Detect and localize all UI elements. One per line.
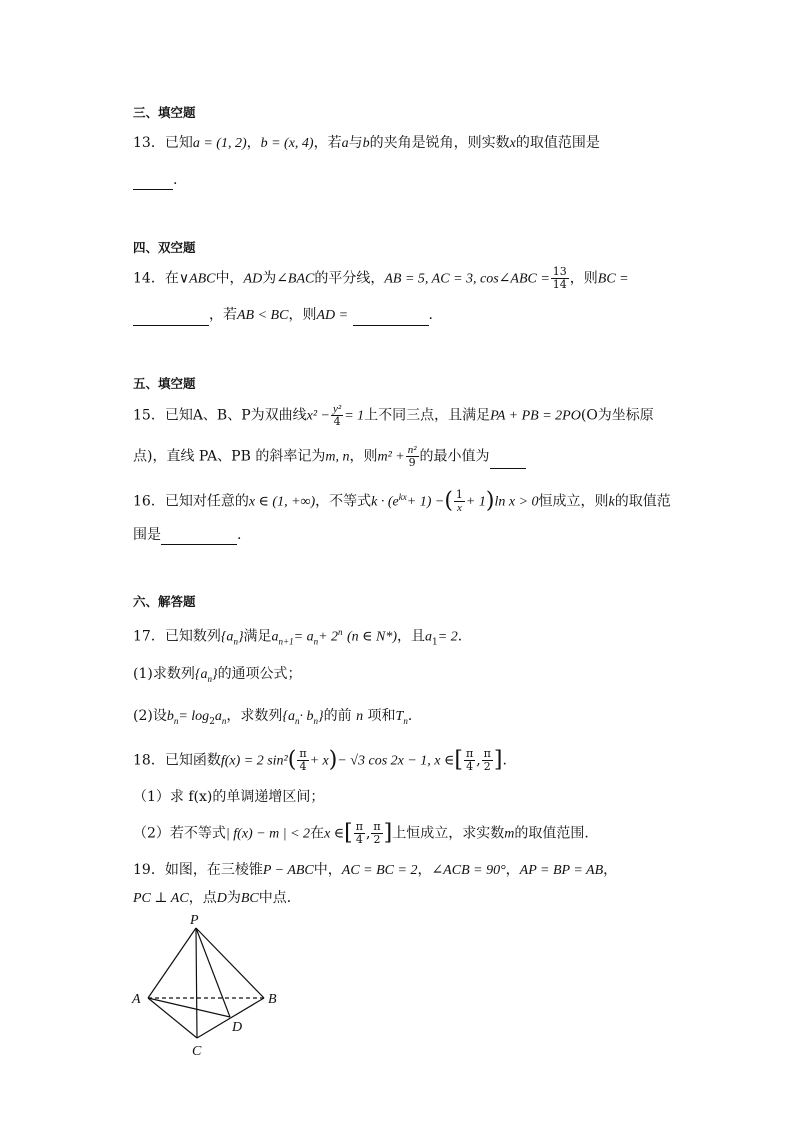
- q16-answer-blank[interactable]: [161, 530, 237, 545]
- q18-bracket-left: [: [454, 747, 463, 773]
- section-heading-5: 五、填空题: [133, 376, 196, 391]
- q17-part2-seq-end: }: [318, 709, 324, 724]
- q15-frac-den: 4: [333, 415, 341, 428]
- q15-fraction: [331, 403, 343, 428]
- q15-x2: x² −: [306, 408, 330, 424]
- q17-rec2: = a: [293, 629, 314, 645]
- label-a: A: [132, 992, 141, 1007]
- q17-part2-n: n: [356, 709, 364, 724]
- q17-part2-a: a: [214, 709, 222, 724]
- q17-part1-seq: [195, 667, 218, 682]
- q18-interval-lower: [464, 748, 475, 773]
- q14-fraction: [551, 266, 569, 291]
- question-18-part-2: （2）若不等式| f(x) − m | < 2在x ∈[ $\frac{\pi}{4}$ , $\frac{\pi}{2}$ ]上恒成立，求实数m的取值范围.: [133, 820, 589, 846]
- section-heading-3: 三、填空题: [133, 105, 196, 120]
- q16-paren-right: ): [485, 488, 495, 514]
- edge-pa: [148, 928, 196, 998]
- q13-text-3: 的夹角是锐角，则实数: [369, 135, 510, 151]
- q16-text-4: 围是: [133, 527, 161, 543]
- q13-vector-b: b = (x, 4): [260, 136, 314, 151]
- q17-part1-text-2: 的通项公式；: [217, 666, 302, 682]
- q17-part2-tsub: n: [403, 715, 408, 726]
- q17-init-sub: 1: [432, 637, 438, 648]
- q14-condition: AB = 5, AC = 3, cos∠ABC =: [384, 271, 550, 287]
- q19-cond-2: ∠ACB = 90°: [431, 863, 506, 878]
- q14-text-6: ，则: [288, 307, 317, 323]
- q13-b: b: [362, 136, 370, 151]
- q17-text-2: ，且: [397, 628, 426, 645]
- q18-end: .: [502, 752, 507, 769]
- q17-part2-asub: n: [221, 715, 227, 726]
- q15-frac2-den: 9: [408, 456, 416, 469]
- question-16-line-2: [133, 525, 241, 545]
- q17-init2: = 2: [437, 629, 458, 645]
- q18-iv-num2: π: [483, 747, 491, 760]
- q18-bracket-right: ]: [493, 747, 503, 773]
- q15-text-4: ，则: [349, 448, 378, 465]
- q16-exponent: kx: [398, 492, 407, 502]
- q17-part2-seq-asub: n: [295, 715, 300, 726]
- q15-frac-num: y²: [333, 403, 342, 415]
- q18-part2-text-3: 上恒成立，求实数: [392, 825, 505, 842]
- q18-fraction: [297, 748, 308, 773]
- q14-text-3: 的平分线，: [314, 270, 385, 287]
- label-p: P: [190, 913, 199, 928]
- section-heading-4: 四、双空题: [133, 240, 196, 255]
- question-15-line-1: [133, 403, 654, 428]
- q15-text-1: 上不同三点，且满足: [364, 407, 491, 424]
- q17-init: a: [425, 629, 433, 645]
- q18-frac-num: π: [299, 747, 307, 760]
- q18-part2-ineq: | f(x) − m | < 2: [225, 826, 311, 842]
- q14-text-2: 为: [262, 270, 277, 287]
- question-17-line-1: [133, 622, 472, 652]
- q19-text-2: ，点: [188, 890, 217, 906]
- q17-part2-bsub: n: [173, 715, 179, 726]
- q17-part2-log-base: 2: [209, 716, 215, 727]
- q18-number: 18．已知函数: [133, 752, 221, 769]
- question-19-line-2: [133, 888, 301, 909]
- q18-part2-bracket-right: ]: [383, 820, 393, 846]
- q17-part2-text-2: ，求数列: [226, 708, 283, 724]
- q17-rec-sub: n+1: [278, 636, 294, 647]
- question-14-line-2: [133, 305, 433, 326]
- q13-end: .: [173, 172, 178, 188]
- q18-f: f(x) = 2 sin²: [220, 753, 288, 769]
- q15-text-3: 点)，直线 PA、PB 的斜率记为: [133, 448, 326, 465]
- q13-vector-a: a = (1, 2): [192, 136, 247, 151]
- q13-answer-blank[interactable]: [133, 175, 173, 190]
- label-d: D: [232, 1020, 243, 1035]
- q14-text-1: 中，: [215, 270, 244, 287]
- q16-domain: x ∈ (1, +∞): [248, 494, 316, 510]
- q18-paren-right: ): [328, 747, 338, 773]
- q13-x: x: [509, 136, 516, 151]
- q16-expr-4: ln x > 0: [494, 494, 539, 510]
- q16-number: 16．已知对任意的: [133, 493, 249, 510]
- q16-frac-den: x: [456, 502, 462, 515]
- q18-part2-den1: 4: [355, 833, 363, 846]
- q18-part2-text-1: （2）若不等式: [133, 825, 226, 842]
- q17-rec3-sup: n: [338, 627, 343, 637]
- question-15-line-2: [133, 444, 526, 469]
- q17-part2-text-4: 项和: [367, 708, 396, 724]
- q16-expr-1: k · (e: [371, 494, 399, 510]
- q17-rec2-sub: n: [313, 636, 319, 647]
- q14-text-4: ，则: [569, 270, 598, 287]
- q19-d: D: [216, 891, 227, 906]
- q18-part2-num2: π: [373, 820, 381, 833]
- q17-rec: a: [271, 629, 279, 645]
- q15-eq1: = 1: [344, 408, 365, 424]
- q14-ad: AD: [243, 271, 263, 287]
- question-19-line-1: 19．如图，在三棱锥P − ABC中，AC = BC = 2，∠ACB = 90°，AP = BP = AB，: [133, 862, 618, 878]
- q13-a: a: [341, 136, 349, 151]
- q18-iv-num1: π: [465, 747, 474, 760]
- q15-number: 15．已知A、B、P为双曲线: [133, 407, 307, 424]
- question-14-line-1: [133, 266, 629, 291]
- q17-part2-seq-bsub: n: [313, 715, 319, 726]
- q17-rec3: + 2: [318, 629, 339, 645]
- q17-condition: (n ∈ N*): [346, 629, 398, 645]
- q17-number: 17．已知数列: [133, 628, 221, 645]
- q18-part2-num1: π: [355, 820, 363, 833]
- q16-expr-2: + 1) −: [406, 494, 445, 510]
- q16-text-3: 的取值范: [614, 493, 671, 510]
- q18-part2-text-2: 在: [310, 825, 325, 842]
- q18-interval-upper: [482, 748, 493, 773]
- edge-cb: [197, 998, 264, 1038]
- q17-part2-b: b: [166, 709, 174, 724]
- q18-rest: − √3 cos 2x − 1, x ∈: [337, 753, 455, 769]
- question-13-line-1: [133, 133, 600, 154]
- label-c: C: [192, 1044, 202, 1059]
- q18-part2-lower: [354, 821, 365, 846]
- q19-text-1: 中，: [313, 862, 342, 878]
- q14-end: .: [428, 307, 433, 323]
- q16-k: k: [608, 494, 615, 510]
- q17-part2-seq-b: · b: [299, 709, 314, 724]
- q16-fraction: [454, 489, 465, 514]
- q16-paren-left: (: [444, 488, 453, 514]
- q18-iv-den2: 2: [483, 760, 491, 773]
- q15-fraction-2: [406, 444, 419, 469]
- q17-part2-log: = log: [178, 709, 210, 724]
- question-16-line-1: [133, 487, 671, 514]
- q17-part2-t: T: [395, 709, 404, 724]
- q14-text-5: ，若: [209, 307, 237, 323]
- q17-text-1: 满足: [243, 628, 272, 645]
- q15-text-5: 的最小值为: [419, 448, 490, 465]
- q13-text-2: ，若: [313, 135, 342, 151]
- q19-number: 19．如图，在三棱锥: [133, 862, 263, 878]
- q19-text-3: 为: [226, 890, 241, 906]
- q15-mn: m, n: [325, 449, 350, 465]
- label-b: B: [268, 992, 277, 1007]
- q14-answer-blank-2[interactable]: [353, 311, 429, 326]
- q17-part2-end: ．: [407, 708, 422, 724]
- q14-angle: ∠BAC: [276, 271, 315, 287]
- q15-m2: m² +: [377, 449, 405, 465]
- q19-bc: BC: [240, 891, 259, 906]
- q19-cond-1: AC = BC = 2: [341, 863, 418, 878]
- pyramid-figure: [128, 910, 288, 1060]
- q15-text-2: (O为坐标原: [580, 407, 654, 424]
- section-heading-6: 六、解答题: [133, 594, 196, 609]
- q13-text-4: 的取值范围是: [515, 135, 600, 151]
- q17-part1-text-1: (1)求数列: [133, 666, 195, 682]
- q16-end: .: [237, 527, 242, 543]
- q19-pyramid: P − ABC: [262, 863, 314, 878]
- q14-triangle: ∨ABC: [178, 271, 216, 287]
- q17-seq: {a: [220, 629, 234, 645]
- q18-iv-den1: 4: [466, 760, 474, 773]
- q18-part2-upper: [371, 821, 382, 846]
- q14-condition-2: AB < BC: [237, 308, 289, 323]
- q14-ad2: AD =: [316, 308, 349, 323]
- q16-expr-3: + 1: [465, 494, 486, 510]
- q14-answer-blank-1[interactable]: [133, 311, 209, 326]
- q17-seq-sub: n: [233, 636, 238, 647]
- q13-yu: 与: [348, 135, 363, 151]
- q19-text-4: 中点．: [258, 890, 301, 906]
- q15-vector-eq: PA + PB = 2PO: [490, 408, 581, 424]
- q17-part2-text-3: 的前: [323, 708, 352, 724]
- q18-part2-x: x ∈: [324, 826, 345, 842]
- edge-pb: [196, 928, 264, 998]
- q15-answer-blank[interactable]: [490, 454, 526, 469]
- question-17-part-1: [133, 664, 302, 689]
- q17-part1-seq-a: {a: [194, 667, 208, 682]
- q17-part1-seq-sub: n: [207, 673, 212, 684]
- q16-frac-num: 1: [455, 488, 463, 502]
- question-17-part-2: [133, 706, 422, 732]
- q18-part2-text-4: 的取值范围.: [514, 825, 589, 842]
- q18-part2-m: m: [504, 826, 515, 842]
- q14-bc: BC =: [597, 271, 629, 287]
- question-18-part-1: （1）求 f(x)的单调递增区间；: [133, 789, 325, 805]
- q18-frac-den: 4: [299, 760, 307, 773]
- q13-sep: ，: [246, 135, 261, 151]
- q17-part2-seq-a: {a: [282, 709, 296, 724]
- q18-paren-left: (: [287, 747, 297, 773]
- q14-frac-den: 14: [552, 278, 567, 291]
- question-18-line-1: 18．已知函数f(x) = 2 sin²( $\frac{\pi}{4}$ + x)− √3 cos 2x − 1, x ∈[ $\frac{\pi}{4}$ , $\frac{\pi}{2}$ ].: [133, 747, 507, 773]
- q15-frac2-num: n²: [407, 444, 417, 456]
- q17-end: ．: [457, 628, 472, 645]
- edge-pc: [196, 928, 197, 1038]
- q17-part2-text-1: (2)设: [133, 708, 167, 724]
- q17-seq-end: }: [237, 629, 244, 645]
- edge-pd: [196, 928, 230, 1017]
- q14-number: 14．在: [133, 270, 179, 287]
- q18-part2-den2: 2: [373, 833, 381, 846]
- q14-frac-num: 13: [552, 265, 567, 278]
- q16-text-2: 恒成立，则: [538, 493, 609, 510]
- q17-part1-seq-end: }: [211, 667, 218, 682]
- q13-number: 13．已知: [133, 135, 193, 151]
- q19-cond-3: AP = BP = AB: [519, 863, 604, 878]
- q16-text-1: ，不等式: [315, 493, 372, 510]
- question-13-line-2: [133, 170, 177, 190]
- q18-part2-bracket-left: [: [344, 820, 353, 846]
- q18-plusx: + x: [309, 753, 329, 769]
- q19-cond-4: PC ⊥ AC: [133, 891, 189, 906]
